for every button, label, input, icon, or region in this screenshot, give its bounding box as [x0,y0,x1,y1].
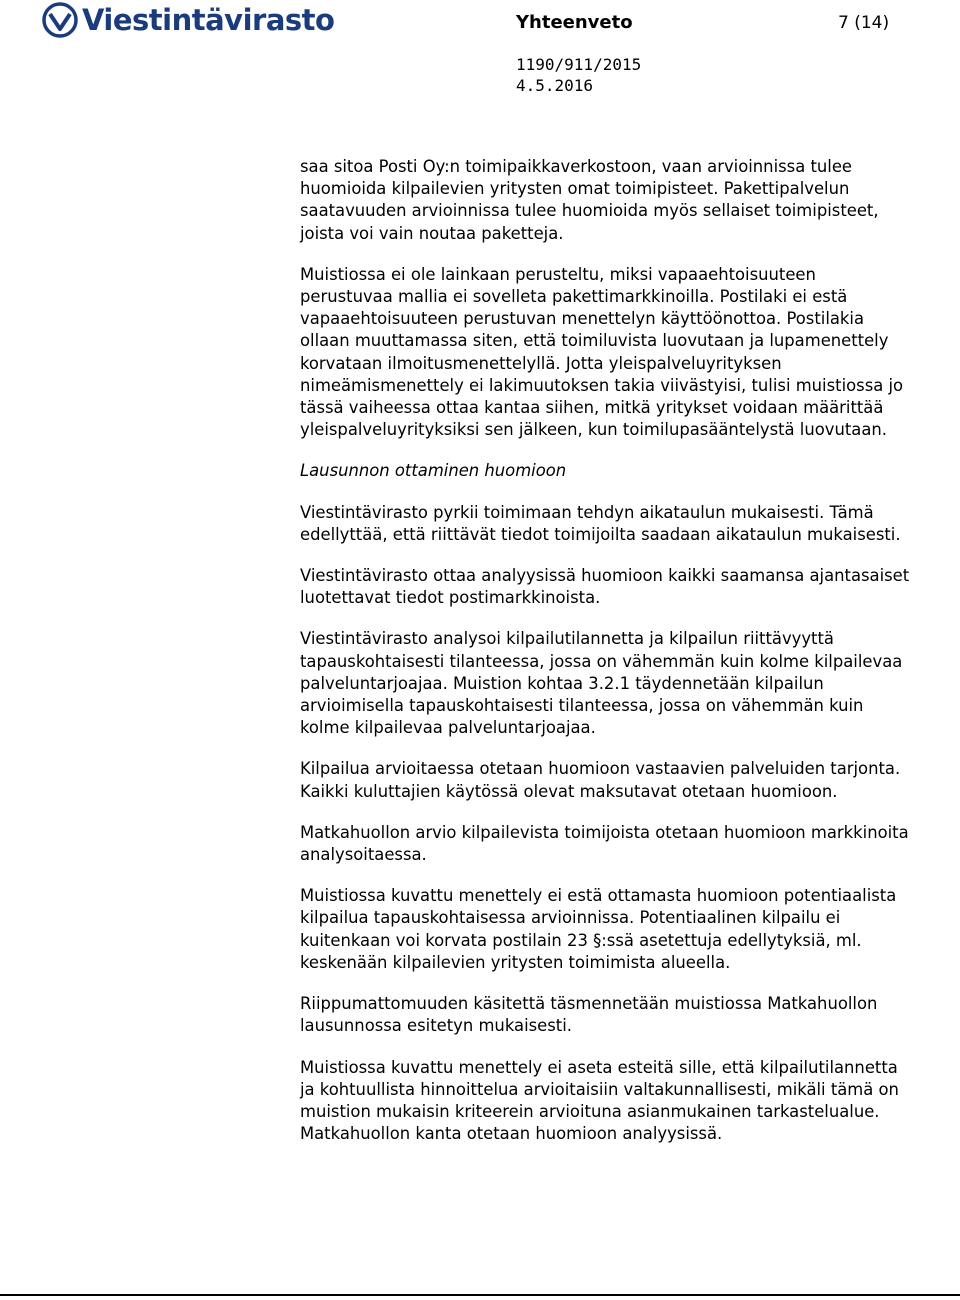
body-paragraph: saa sitoa Posti Oy:n toimipaikkaverkostoon, vaan arvioinnissa tulee huomioida kilpailevien yritysten omat toimipisteet. Pakettipalvelun saatavuuden arvioinnissa tulee huomioida myös sellaiset toimipisteet, joista voi vain noutaa paketteja. [300,157,879,243]
document-body [300,156,910,1145]
document-type: Yhteenveto [516,12,633,33]
section-heading: Lausunnon ottaminen huomioon [300,461,567,481]
agency-logo [42,2,334,38]
body-paragraph: Kilpailua arvioitaessa otetaan huomioon vastaavien palveluiden tarjonta. Kaikki kuluttajien käytössä olevat maksutavat otetaan huomioon. [300,759,901,801]
reference-number: 1190/911/2015 [516,55,642,74]
body-paragraph: Muistiossa kuvattu menettely ei estä ottamasta huomioon potentiaalista kilpailua tapauskohtaisessa arvioinnissa. Potentiaalinen kilpailu ei kuitenkaan voi korvata postilain 23 §:ssä asetettuja edellytyksiä, ml. keskenään kilpailevien yritysten toimimista alueella. [300,886,897,972]
body-paragraph: Muistiossa ei ole lainkaan perusteltu, miksi vapaaehtoisuuteen perustuvaa mallia ei sovelleta pakettimarkkinoilla. Postilaki ei estä vapaaehtoisuuteen perustuvan menettelyn käyttöönottoa. Postilakia ollaan muuttamassa siten, että toimiluvista luovutaan ja lupamenettely korvataan ilmoitusmenettelyllä. Jotta yleispalveluyrityksen nimeämismenettely ei lakimuutoksen takia viivästyisi, tulisi muistiossa jo tässä vaiheessa ottaa kantaa siihen, mitkä yritykset voidaan määrittää yleispalveluyrityksiksi sen jälkeen, kun toimilupasääntelystä luovutaan. [300,264,904,440]
body-paragraph: Muistiossa kuvattu menettely ei aseta esteitä sille, että kilpailutilannetta ja kohtuullista hinnoittelua arvioitaisiin valtakunnallisesti, mikäli tämä on muistion mukaisin kriteerein arvioituna asianmukainen tarkastelualue. Matkahuollon kanta otetaan huomioon analyysissä. [300,1057,899,1144]
body-paragraph: Riippumattomuuden käsitettä täsmennetään muistiossa Matkahuollon lausunnossa esitetyn mukaisesti. [300,994,878,1036]
document-date: 4.5.2016 [516,76,594,95]
page-number: 7 (14) [838,13,890,33]
body-paragraph: Viestintävirasto analysoi kilpailutilannetta ja kilpailun riittävyyttä tapauskohtaisesti tilanteessa, jossa on vähemmän kuin kolme kilpailevaa palveluntarjoajaa. Muistion kohtaa 3.2.1 täydennetään kilpailun arvioimisella tapauskohtaisesti tilanteessa, jossa on vähemmän kuin kolme kilpailevaa palveluntarjoajaa. [300,629,903,738]
body-paragraph: Viestintävirasto pyrkii toimimaan tehdyn aikataulun mukaisesti. Tämä edellyttää, että riittävät tiedot toimijoilta saadaan aikataulun mukaisesti. [300,502,901,544]
logo-text: Viestintävirasto [82,2,335,37]
footer-divider [0,1294,960,1296]
logo-emblem-icon [42,2,78,38]
body-paragraph: Viestintävirasto ottaa analyysissä huomioon kaikki saamansa ajantasaiset luotettavat tiedot postimarkkinoista. [300,566,910,608]
body-paragraph: Matkahuollon arvio kilpailevista toimijoista otetaan huomioon markkinoita analysoitaessa. [300,822,909,865]
